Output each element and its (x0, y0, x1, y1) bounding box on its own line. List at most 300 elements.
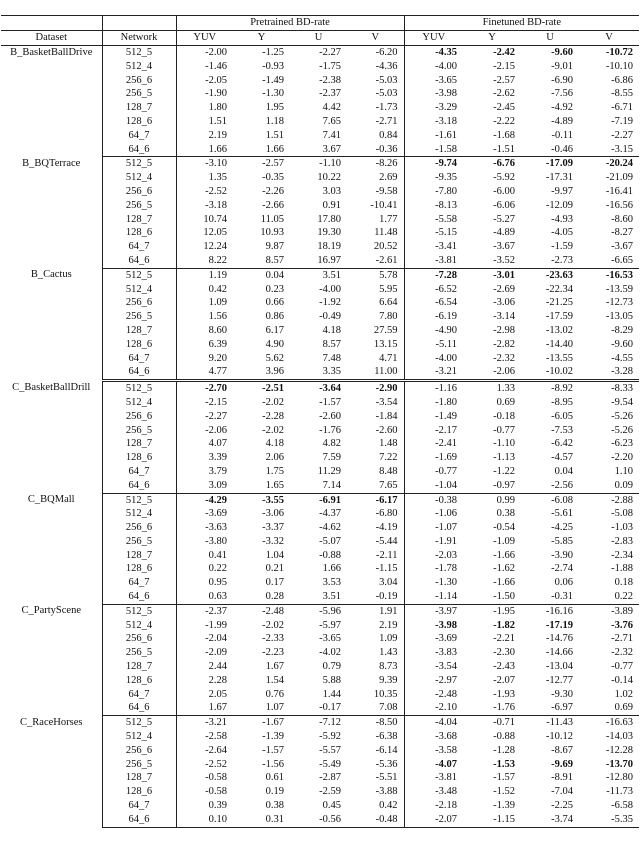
finetuned-value-cell: -13.55 (545, 352, 574, 364)
dataset-name: C_PartyScene (1, 604, 102, 715)
finetuned-value-cell: -2.15 (493, 60, 516, 72)
pretrained-value-cell: 1.67 (176, 701, 233, 715)
pretrained-value-cell: 1.18 (265, 115, 284, 127)
finetuned-value-cell: -10.02 (521, 365, 579, 380)
pretrained-value-cell: -5.96 (319, 605, 341, 617)
finetuned-value-cell: -5.61 (551, 508, 574, 520)
pretrained-value-cell: 1.77 (379, 213, 398, 225)
network-cell: 128_6 (125, 452, 153, 464)
network-cell: 256_6 (125, 522, 153, 534)
finetuned-value-cell: -1.62 (493, 563, 516, 575)
finetuned-value-cell: -2.88 (611, 494, 634, 506)
finetuned-value-cell: -1.28 (493, 744, 516, 756)
pretrained-value-cell: 13.15 (373, 338, 398, 350)
pretrained-value-cell: 0.61 (265, 772, 284, 784)
finetuned-value-cell: -1.80 (404, 396, 463, 410)
network-cell: 256_5 (125, 758, 153, 770)
finetuned-value-cell: -3.18 (404, 115, 463, 129)
pretrained-value-cell: 10.22 (317, 172, 341, 184)
finetuned-value-cell: -11.43 (546, 717, 574, 729)
pretrained-value-cell: 7.59 (322, 452, 341, 464)
pretrained-value-cell: -4.37 (319, 508, 341, 520)
finetuned-value-cell: -3.81 (404, 254, 463, 268)
header-dataset: Dataset (1, 31, 102, 46)
finetuned-value-cell: -12.77 (545, 674, 574, 686)
pretrained-value-cell: -5.03 (375, 88, 398, 100)
pretrained-value-cell: 5.95 (379, 283, 398, 295)
pretrained-value-cell: -5.49 (319, 758, 341, 770)
finetuned-value-cell: -0.31 (521, 590, 579, 604)
network-cell: 256_6 (125, 410, 153, 422)
finetuned-value-cell: -0.97 (463, 479, 521, 493)
pretrained-value-cell: 2.28 (176, 674, 233, 688)
finetuned-value-cell: -13.04 (545, 661, 574, 673)
finetuned-value-cell: -3.89 (611, 605, 634, 617)
finetuned-value-cell: -1.95 (493, 605, 516, 617)
pretrained-value-cell: 0.66 (265, 297, 284, 309)
pretrained-value-cell: -2.66 (262, 199, 284, 211)
finetuned-value-cell: -8.13 (404, 199, 463, 213)
pretrained-value-cell: 4.77 (176, 365, 233, 380)
pretrained-value-cell: 3.51 (290, 590, 347, 604)
pretrained-value-cell: -0.49 (319, 311, 341, 323)
finetuned-value-cell: -5.15 (404, 226, 463, 240)
pretrained-value-cell: 5.78 (379, 269, 398, 281)
pretrained-value-cell: 3.67 (290, 143, 347, 157)
pretrained-value-cell: 1.51 (265, 129, 284, 141)
pretrained-value-cell: 4.07 (176, 437, 233, 451)
dataset-group (1, 381, 639, 493)
finetuned-value-cell: -1.14 (404, 590, 463, 604)
finetuned-value-cell: -2.22 (493, 115, 516, 127)
dataset-group (1, 716, 639, 827)
finetuned-value-cell: -4.25 (551, 522, 574, 534)
pretrained-value-cell: 2.05 (176, 688, 233, 702)
finetuned-value-cell: -6.76 (493, 158, 516, 170)
finetuned-value-cell: -14.66 (545, 647, 574, 659)
finetuned-value-cell: -4.89 (551, 115, 574, 127)
pretrained-value-cell: 11.29 (317, 465, 341, 477)
pretrained-value-cell: -0.48 (347, 813, 404, 827)
finetuned-value-cell: -6.54 (404, 296, 463, 310)
pretrained-value-cell: 1.51 (176, 115, 233, 129)
finetuned-value-cell: -0.77 (493, 424, 516, 436)
finetuned-value-cell: -0.88 (493, 731, 516, 743)
finetuned-value-cell: -17.31 (545, 172, 574, 184)
pretrained-value-cell: 3.03 (322, 185, 341, 197)
finetuned-value-cell: -8.55 (611, 88, 634, 100)
pretrained-value-cell: 27.59 (373, 324, 398, 336)
finetuned-value-cell: 0.09 (579, 479, 639, 493)
pretrained-value-cell: -8.26 (375, 158, 398, 170)
pretrained-value-cell: 3.79 (176, 465, 233, 479)
network-cell: 128_7 (125, 102, 153, 114)
finetuned-value-cell: -2.82 (493, 338, 516, 350)
finetuned-value-cell: -9.60 (611, 338, 634, 350)
pretrained-value-cell: -10.41 (370, 199, 398, 211)
pretrained-value-cell: -3.06 (262, 508, 284, 520)
pretrained-value-cell: -0.56 (290, 813, 347, 827)
network-cell: 256_5 (125, 199, 153, 211)
pretrained-value-cell: -4.62 (319, 522, 341, 534)
finetuned-value-cell: -2.56 (521, 479, 579, 493)
pretrained-value-cell: -2.04 (176, 632, 233, 646)
pretrained-value-cell: 8.57 (322, 338, 341, 350)
finetuned-value-cell: 1.33 (496, 383, 516, 395)
pretrained-value-cell: -3.18 (176, 199, 233, 213)
network-cell: 256_6 (125, 185, 153, 197)
pretrained-value-cell: -2.28 (262, 410, 284, 422)
finetuned-value-cell: -6.08 (551, 494, 574, 506)
network-cell: 64_7 (128, 241, 150, 253)
pretrained-value-cell: -4.36 (375, 60, 398, 72)
pretrained-value-cell: -9.58 (375, 185, 398, 197)
pretrained-value-cell: -2.38 (319, 74, 341, 86)
pretrained-value-cell: 7.65 (347, 479, 404, 493)
finetuned-value-cell: -1.30 (404, 576, 463, 590)
finetuned-value-cell: -4.07 (404, 758, 463, 772)
pretrained-value-cell: 11.00 (347, 365, 404, 380)
pretrained-value-cell: -6.80 (375, 508, 398, 520)
pretrained-value-cell: 8.57 (233, 254, 290, 268)
pretrained-value-cell: 1.66 (322, 563, 341, 575)
network-cell: 256_5 (125, 647, 153, 659)
finetuned-value-cell: -1.49 (404, 410, 463, 424)
finetuned-value-cell: -2.74 (551, 563, 574, 575)
pretrained-value-cell: -1.30 (262, 88, 284, 100)
pretrained-value-cell: 0.21 (265, 563, 284, 575)
finetuned-value-cell: -12.73 (605, 297, 634, 309)
pretrained-value-cell: -2.02 (262, 396, 284, 408)
header-network: Network (102, 31, 176, 46)
pretrained-value-cell: 16.97 (290, 254, 347, 268)
finetuned-value-cell: -3.68 (404, 730, 463, 744)
pretrained-value-cell: -1.75 (319, 60, 341, 72)
finetuned-value-cell: -1.39 (493, 800, 516, 812)
network-cell: 256_6 (125, 744, 153, 756)
finetuned-value-cell: -0.11 (551, 129, 574, 141)
pretrained-value-cell: 0.23 (265, 283, 284, 295)
finetuned-value-cell: -1.58 (404, 143, 463, 157)
finetuned-value-cell: -3.76 (611, 619, 634, 631)
finetuned-value-cell: -9.69 (551, 758, 574, 770)
pretrained-value-cell: -6.14 (375, 744, 398, 756)
pretrained-value-cell: -3.69 (176, 507, 233, 521)
pretrained-value-cell: -2.48 (262, 605, 284, 617)
header-pre-yuv: YUV (176, 31, 233, 46)
finetuned-value-cell: -6.71 (611, 102, 634, 114)
pretrained-value-cell: 0.04 (265, 269, 284, 281)
dataset-group (1, 493, 639, 604)
pretrained-value-cell: 0.42 (176, 283, 233, 297)
pretrained-value-cell: -2.59 (319, 786, 341, 798)
finetuned-value-cell: -14.40 (545, 338, 574, 350)
finetuned-value-cell: -5.58 (404, 213, 463, 227)
dataset-name: C_BQMall (1, 493, 102, 604)
table-row (1, 493, 639, 507)
header-fin-y: Y (463, 31, 521, 46)
finetuned-value-cell: -2.97 (404, 674, 463, 688)
pretrained-value-cell: 0.10 (176, 813, 233, 827)
finetuned-value-cell: -1.68 (493, 129, 516, 141)
table-row (1, 716, 639, 730)
pretrained-value-cell: 4.90 (265, 338, 284, 350)
pretrained-value-cell: 1.04 (265, 549, 284, 561)
table-row (1, 604, 639, 618)
pretrained-value-cell: -2.27 (319, 47, 341, 58)
finetuned-value-cell: -2.06 (463, 365, 521, 380)
finetuned-value-cell: -4.93 (551, 213, 574, 225)
finetuned-value-cell: -6.06 (493, 199, 516, 211)
pretrained-value-cell: 1.09 (379, 633, 398, 645)
finetuned-value-cell: -17.09 (545, 158, 574, 170)
pretrained-value-cell: 0.95 (176, 576, 233, 590)
finetuned-value-cell: -3.15 (579, 143, 639, 157)
pretrained-value-cell: -2.09 (176, 646, 233, 660)
finetuned-value-cell: -14.76 (545, 633, 574, 645)
finetuned-value-cell: -12.28 (605, 744, 634, 756)
pretrained-value-cell: 11.05 (260, 213, 284, 225)
finetuned-value-cell: -2.98 (493, 324, 516, 336)
pretrained-value-cell: 0.17 (265, 577, 284, 589)
finetuned-value-cell: 0.69 (496, 396, 516, 408)
network-cell: 512_4 (125, 172, 153, 184)
finetuned-value-cell: -16.16 (545, 605, 574, 617)
finetuned-value-cell: -6.42 (551, 438, 574, 450)
pretrained-value-cell: -1.92 (319, 297, 341, 309)
pretrained-value-cell: 1.54 (265, 674, 284, 686)
finetuned-value-cell: -3.83 (404, 646, 463, 660)
network-cell: 512_5 (125, 605, 153, 617)
finetuned-value-cell: 0.06 (554, 577, 574, 589)
finetuned-value-cell: -3.06 (493, 297, 516, 309)
pretrained-value-cell: -6.38 (375, 731, 398, 743)
finetuned-value-cell: -17.19 (545, 619, 574, 631)
pretrained-value-cell: -1.67 (262, 717, 284, 729)
pretrained-value-cell: 1.48 (379, 438, 398, 450)
finetuned-value-cell: -2.17 (404, 424, 463, 438)
finetuned-value-cell: 0.04 (554, 465, 574, 477)
finetuned-value-cell: -12.80 (605, 772, 634, 784)
bd-rate-table-container (1, 15, 639, 828)
finetuned-value-cell: -0.77 (611, 661, 634, 673)
finetuned-value-cell: -9.74 (404, 157, 463, 171)
pretrained-value-cell: -1.73 (375, 102, 398, 114)
finetuned-value-cell: -2.25 (551, 800, 574, 812)
pretrained-value-cell: -3.88 (375, 786, 398, 798)
finetuned-value-cell: -4.00 (404, 60, 463, 74)
pretrained-value-cell: 1.66 (233, 143, 290, 157)
table-row (1, 381, 639, 396)
network-cell: 64_7 (128, 577, 150, 589)
finetuned-value-cell: -2.07 (404, 813, 463, 827)
finetuned-value-cell: -2.48 (404, 688, 463, 702)
pretrained-value-cell: -2.02 (262, 424, 284, 436)
finetuned-value-cell: -2.10 (404, 701, 463, 715)
pretrained-value-cell: -3.21 (176, 716, 233, 730)
pretrained-value-cell: -4.02 (319, 647, 341, 659)
finetuned-value-cell: -1.78 (404, 562, 463, 576)
network-cell: 128_6 (125, 338, 153, 350)
header-pre-y: Y (233, 31, 290, 46)
pretrained-value-cell: 4.82 (322, 438, 341, 450)
finetuned-value-cell: -3.58 (404, 744, 463, 758)
pretrained-value-cell: 4.71 (379, 352, 398, 364)
finetuned-value-cell: -3.67 (493, 241, 516, 253)
finetuned-value-cell: -6.58 (611, 800, 634, 812)
pretrained-value-cell: 7.48 (322, 352, 341, 364)
network-cell: 64_6 (102, 479, 176, 493)
finetuned-value-cell: -2.27 (611, 129, 634, 141)
pretrained-value-cell: 20.52 (373, 241, 398, 253)
finetuned-value-cell: -9.60 (551, 47, 574, 58)
pretrained-value-cell: 7.80 (379, 311, 398, 323)
finetuned-value-cell: -1.61 (404, 129, 463, 143)
pretrained-value-cell: -2.37 (319, 88, 341, 100)
pretrained-value-cell: -2.61 (347, 254, 404, 268)
pretrained-value-cell: 8.60 (176, 324, 233, 338)
table-row (1, 46, 639, 60)
pretrained-value-cell: 1.19 (176, 268, 233, 282)
network-cell: 512_4 (125, 619, 153, 631)
finetuned-value-cell: -6.00 (493, 185, 516, 197)
pretrained-value-cell: -5.57 (319, 744, 341, 756)
finetuned-value-cell: -0.77 (404, 465, 463, 479)
pretrained-value-cell: 9.87 (265, 241, 284, 253)
pretrained-value-cell: 1.07 (233, 701, 290, 715)
pretrained-value-cell: -0.35 (262, 172, 284, 184)
pretrained-value-cell: 3.53 (322, 577, 341, 589)
pretrained-value-cell: 10.35 (373, 688, 398, 700)
pretrained-value-cell: -4.29 (176, 493, 233, 507)
pretrained-value-cell: 2.19 (176, 129, 233, 143)
finetuned-value-cell: -6.52 (404, 283, 463, 297)
pretrained-value-cell: -2.37 (176, 604, 233, 618)
finetuned-value-cell: -16.53 (605, 269, 634, 281)
finetuned-value-cell: 0.38 (496, 508, 516, 520)
pretrained-value-cell: -3.63 (176, 521, 233, 535)
header-fin-u: U (521, 31, 579, 46)
header-finetuned: Finetuned BD-rate (404, 16, 639, 31)
finetuned-value-cell: -6.23 (611, 438, 634, 450)
pretrained-value-cell: -1.57 (262, 744, 284, 756)
finetuned-value-cell: -3.69 (404, 632, 463, 646)
finetuned-value-cell: 0.18 (614, 577, 634, 589)
finetuned-value-cell: -3.98 (404, 87, 463, 101)
pretrained-value-cell: 2.44 (176, 660, 233, 674)
pretrained-value-cell: -2.64 (176, 744, 233, 758)
dataset-name: B_Cactus (1, 268, 102, 380)
network-cell: 128_6 (125, 674, 153, 686)
pretrained-value-cell: -2.06 (176, 424, 233, 438)
pretrained-value-cell: -1.99 (176, 619, 233, 633)
network-cell: 256_6 (125, 74, 153, 86)
pretrained-value-cell: -0.36 (347, 143, 404, 157)
pretrained-value-cell: -5.92 (319, 731, 341, 743)
pretrained-value-cell: -2.15 (176, 396, 233, 410)
pretrained-value-cell: -0.17 (290, 701, 347, 715)
finetuned-value-cell: -2.71 (611, 633, 634, 645)
finetuned-value-cell: -1.88 (611, 563, 634, 575)
dataset-group (1, 604, 639, 715)
pretrained-value-cell: -3.65 (319, 633, 341, 645)
finetuned-value-cell: -2.45 (493, 102, 516, 114)
pretrained-value-cell: 1.44 (322, 688, 341, 700)
finetuned-value-cell: -6.05 (551, 410, 574, 422)
finetuned-value-cell: -16.41 (605, 185, 634, 197)
finetuned-value-cell: -10.10 (605, 60, 634, 72)
finetuned-value-cell: -4.35 (404, 46, 463, 60)
pretrained-value-cell: -3.80 (176, 535, 233, 549)
pretrained-value-cell: -6.17 (375, 494, 398, 506)
network-cell: 256_5 (125, 311, 153, 323)
finetuned-value-cell: -13.02 (545, 324, 574, 336)
dataset-name: C_RaceHorses (1, 716, 102, 827)
pretrained-value-cell: -1.90 (176, 87, 233, 101)
pretrained-value-cell: 1.56 (176, 310, 233, 324)
pretrained-value-cell: 2.19 (379, 619, 398, 631)
pretrained-value-cell: -6.20 (375, 47, 398, 58)
finetuned-value-cell: -8.67 (551, 744, 574, 756)
table-row (1, 157, 639, 171)
finetuned-value-cell: -17.59 (545, 311, 574, 323)
dataset-name: B_BQTerrace (1, 157, 102, 268)
pretrained-value-cell: 7.22 (379, 452, 398, 464)
finetuned-value-cell: -2.73 (521, 254, 579, 268)
finetuned-value-cell: -13.05 (605, 311, 634, 323)
finetuned-value-cell: 1.10 (614, 465, 634, 477)
pretrained-value-cell: -5.03 (375, 74, 398, 86)
finetuned-value-cell: -0.54 (493, 522, 516, 534)
pretrained-value-cell: -2.51 (262, 383, 284, 395)
finetuned-value-cell: -2.03 (404, 549, 463, 563)
pretrained-value-cell: -2.58 (176, 730, 233, 744)
pretrained-value-cell: 12.05 (176, 226, 233, 240)
dataset-name: C_BasketBallDrill (1, 381, 102, 493)
network-cell: 512_4 (125, 508, 153, 520)
finetuned-value-cell: -2.21 (493, 633, 516, 645)
pretrained-value-cell: 6.39 (176, 338, 233, 352)
network-cell: 128_7 (125, 661, 153, 673)
pretrained-value-cell: -2.90 (375, 383, 398, 395)
pretrained-value-cell: 0.42 (379, 800, 398, 812)
finetuned-value-cell: -2.32 (611, 647, 634, 659)
pretrained-value-cell: -1.15 (375, 563, 398, 575)
finetuned-value-cell: -10.12 (545, 731, 574, 743)
bd-rate-table (1, 15, 639, 828)
pretrained-value-cell: 0.31 (233, 813, 290, 827)
pretrained-value-cell: 1.91 (379, 605, 398, 617)
finetuned-value-cell: 1.02 (614, 688, 634, 700)
network-cell: 512_4 (125, 60, 153, 72)
finetuned-value-cell: -3.67 (611, 241, 634, 253)
finetuned-value-cell: -4.57 (551, 452, 574, 464)
pretrained-value-cell: 17.80 (317, 213, 341, 225)
finetuned-value-cell: -1.04 (404, 479, 463, 493)
network-cell: 64_7 (128, 352, 150, 364)
finetuned-value-cell: -20.24 (605, 158, 634, 170)
finetuned-value-cell: -2.57 (493, 74, 516, 86)
pretrained-value-cell: -1.25 (262, 47, 284, 58)
pretrained-value-cell: 0.22 (176, 562, 233, 576)
finetuned-value-cell: -6.97 (521, 701, 579, 715)
finetuned-value-cell: -12.09 (545, 199, 574, 211)
pretrained-value-cell: 1.95 (265, 102, 284, 114)
network-cell: 128_7 (125, 213, 153, 225)
pretrained-value-cell: -4.19 (375, 522, 398, 534)
pretrained-value-cell: 0.28 (233, 590, 290, 604)
pretrained-value-cell: 8.48 (379, 465, 398, 477)
